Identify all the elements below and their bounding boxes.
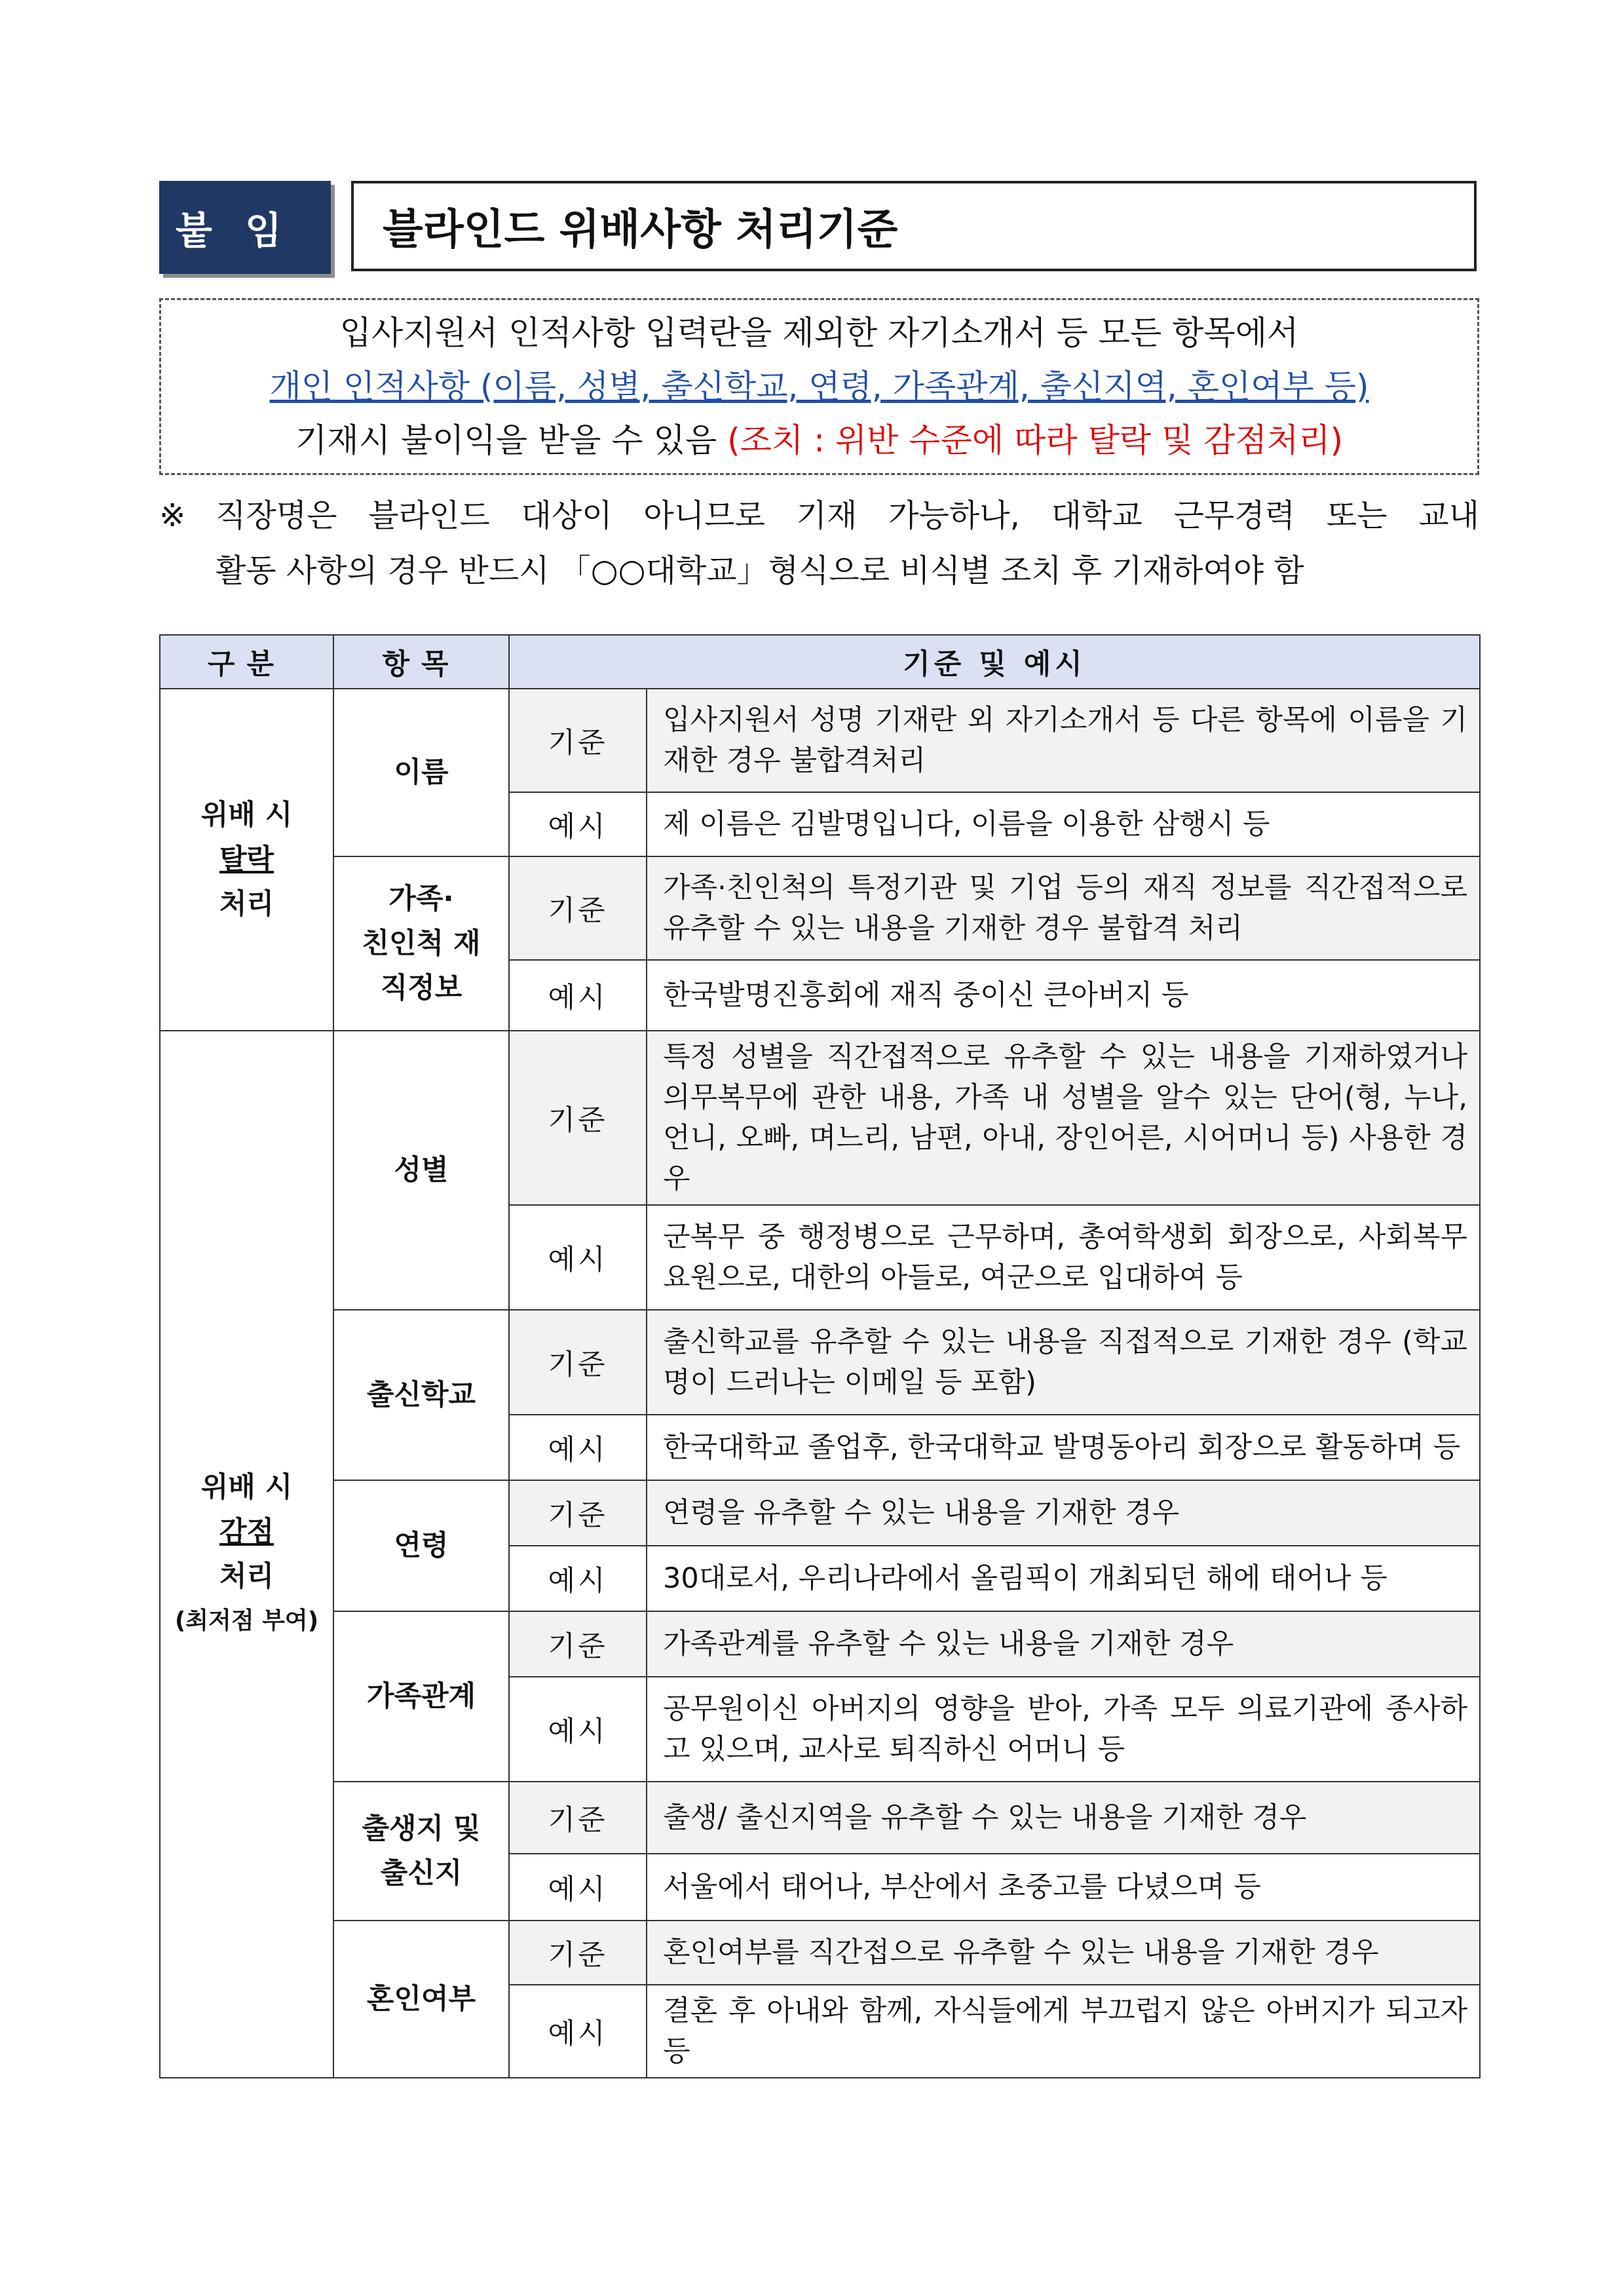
- example-label: 예시: [509, 1854, 647, 1921]
- item-name-line: 출생지 및: [362, 1812, 481, 1845]
- attachment-tag-label: 붙임: [175, 208, 315, 253]
- item-cell: [333, 856, 509, 1031]
- example-text: 30대로서, 우리나라에서 올림픽이 개최되던 해에 태어나 등: [647, 1546, 1480, 1611]
- example-label: 예시: [509, 1205, 647, 1310]
- criteria-text: 입사지원서 성명 기재란 외 자기소개서 등 다른 항목에 이름을 기재한 경우 불합격처리: [647, 689, 1480, 792]
- table-row: [160, 1480, 1480, 1546]
- item-cell: [333, 1310, 509, 1480]
- example-label: 예시: [509, 1415, 647, 1480]
- notice-line-3: [295, 413, 1343, 467]
- category-line: 탈락: [219, 843, 274, 876]
- criteria-label: 기준: [509, 1611, 647, 1677]
- item-name-line: 가족·: [388, 883, 454, 915]
- table-row: [160, 1921, 1480, 1985]
- rules-table: [159, 634, 1481, 2078]
- item-name-line: 직정보: [380, 972, 463, 1004]
- example-text: 한국대학교 졸업후, 한국대학교 발명동아리 회장으로 활동하며 등: [647, 1415, 1480, 1480]
- example-label: 예시: [509, 1546, 647, 1611]
- item-name-line: 친인척 재: [362, 927, 481, 960]
- note-line-2: [159, 543, 1479, 598]
- criteria-label: 기준: [509, 689, 647, 792]
- category-cell: [160, 1031, 333, 2078]
- criteria-text: 가족관계를 유추할 수 있는 내용을 기재한 경우: [647, 1611, 1480, 1677]
- item-name-line: 연령: [394, 1529, 449, 1562]
- category-line: 처리: [219, 888, 274, 921]
- notice-line-1: 입사지원서 인적사항 입력란을 제외한 자기소개서 등 모든 항목에서: [339, 314, 1299, 352]
- notice-action-text: (조치 : 위반 수준에 따라 탈락 및 감점처리): [727, 421, 1343, 459]
- header-criteria: 기준 및 예시: [509, 635, 1480, 689]
- example-label: 예시: [509, 1985, 647, 2078]
- item-name-line: 출신학교: [366, 1379, 476, 1411]
- item-name-line: 가족관계: [366, 1680, 476, 1713]
- table-row: [160, 689, 1480, 792]
- criteria-text: 혼인여부를 직간접으로 유추할 수 있는 내용을 기재한 경우: [647, 1921, 1480, 1985]
- criteria-label: 기준: [509, 856, 647, 960]
- notice-box: [159, 298, 1479, 475]
- table-row: [160, 1310, 1480, 1415]
- criteria-text: 출생/ 출신지역을 유추할 수 있는 내용을 기재한 경우: [647, 1782, 1480, 1854]
- header-category: 구분: [160, 635, 333, 689]
- notice-line-2: 개인 인적사항 (이름, 성별, 출신학교, 연령, 가족관계, 출신지역, 혼인여부 등): [269, 368, 1369, 406]
- item-cell: [333, 689, 509, 856]
- item-cell: [333, 1782, 509, 1921]
- criteria-label: 기준: [509, 1921, 647, 1985]
- criteria-text: 가족·친인척의 특정기관 및 기업 등의 재직 정보를 직간접적으로 유추할 수 있는 내용을 기재한 경우 불합격 처리: [647, 856, 1480, 960]
- header-item: 항목: [333, 635, 509, 689]
- example-label: 예시: [509, 792, 647, 856]
- table-row: [160, 856, 1480, 960]
- rules-table-body: [160, 689, 1480, 2078]
- table-header-row: [160, 635, 1480, 689]
- item-name-line: 이름: [394, 756, 449, 789]
- item-name-line: 성별: [394, 1154, 449, 1187]
- item-cell: [333, 1480, 509, 1611]
- example-label: 예시: [509, 960, 647, 1031]
- page-title: [351, 181, 1477, 271]
- attachment-tag: [159, 181, 331, 274]
- note-line-2-text: 활동 사항의 경우 반드시 「○○대학교」형식으로 비식별 조치 후 기재하여야 함: [216, 552, 1304, 589]
- example-text: 공무원이신 아버지의 영향을 받아, 가족 모두 의료기관에 종사하고 있으며, 교사로 퇴직하신 어머니 등: [647, 1677, 1480, 1782]
- criteria-label: 기준: [509, 1480, 647, 1546]
- category-line: 감점: [219, 1516, 274, 1548]
- item-cell: [333, 1031, 509, 1310]
- category-line: 처리: [219, 1560, 274, 1593]
- example-text: 군복무 중 행정병으로 근무하며, 총여학생회 회장으로, 사회복무 요원으로, 대한의 아들로, 여군으로 입대하여 등: [647, 1205, 1480, 1310]
- table-row: [160, 1611, 1480, 1677]
- item-name-line: 출신지: [380, 1857, 463, 1890]
- category-line: 위배 시: [200, 799, 293, 832]
- item-cell: [333, 1611, 509, 1782]
- criteria-text: 연령을 유추할 수 있는 내용을 기재한 경우: [647, 1480, 1480, 1546]
- item-name-line: 혼인여부: [366, 1983, 476, 2016]
- note-mark: ※: [159, 497, 186, 534]
- note-paragraph: [159, 488, 1479, 598]
- item-cell: [333, 1921, 509, 2078]
- example-text: 서울에서 태어나, 부산에서 초중고를 다녔으며 등: [647, 1854, 1480, 1921]
- criteria-text: 출신학교를 유추할 수 있는 내용을 직접적으로 기재한 경우 (학교명이 드러나는 이메일 등 포함): [647, 1310, 1480, 1415]
- category-cell: [160, 689, 333, 1031]
- criteria-text: 특정 성별을 직간접적으로 유추할 수 있는 내용을 기재하였거나 의무복무에 관한 내용, 가족 내 성별을 알수 있는 단어(형, 누나, 언니, 오빠, 며느리, 남편, 아내, 장인어른, 시어머니 등) 사용한 경우: [647, 1031, 1480, 1205]
- page-title-text: 블라인드 위배사항 처리기준: [383, 206, 898, 254]
- table-row: [160, 1031, 1480, 1205]
- criteria-label: 기준: [509, 1031, 647, 1205]
- example-text: 한국발명진흥회에 재직 중이신 큰아버지 등: [647, 960, 1480, 1031]
- category-line: 위배 시: [200, 1471, 293, 1504]
- table-row: [160, 1782, 1480, 1854]
- example-text: 제 이름은 김발명입니다, 이름을 이용한 삼행시 등: [647, 792, 1480, 856]
- category-note: (최저점 부여): [174, 1607, 319, 1634]
- example-label: 예시: [509, 1677, 647, 1782]
- note-line-1-text: 직장명은 블라인드 대상이 아니므로 기재 가능하나, 대학교 근무경력 또는 교내: [216, 497, 1479, 534]
- note-line-1: [159, 488, 1479, 543]
- notice-line-3-text: 기재시 불이익을 받을 수 있음: [295, 421, 728, 459]
- criteria-label: 기준: [509, 1310, 647, 1415]
- criteria-label: 기준: [509, 1782, 647, 1854]
- example-text: 결혼 후 아내와 함께, 자식들에게 부끄럽지 않은 아버지가 되고자 등: [647, 1985, 1480, 2078]
